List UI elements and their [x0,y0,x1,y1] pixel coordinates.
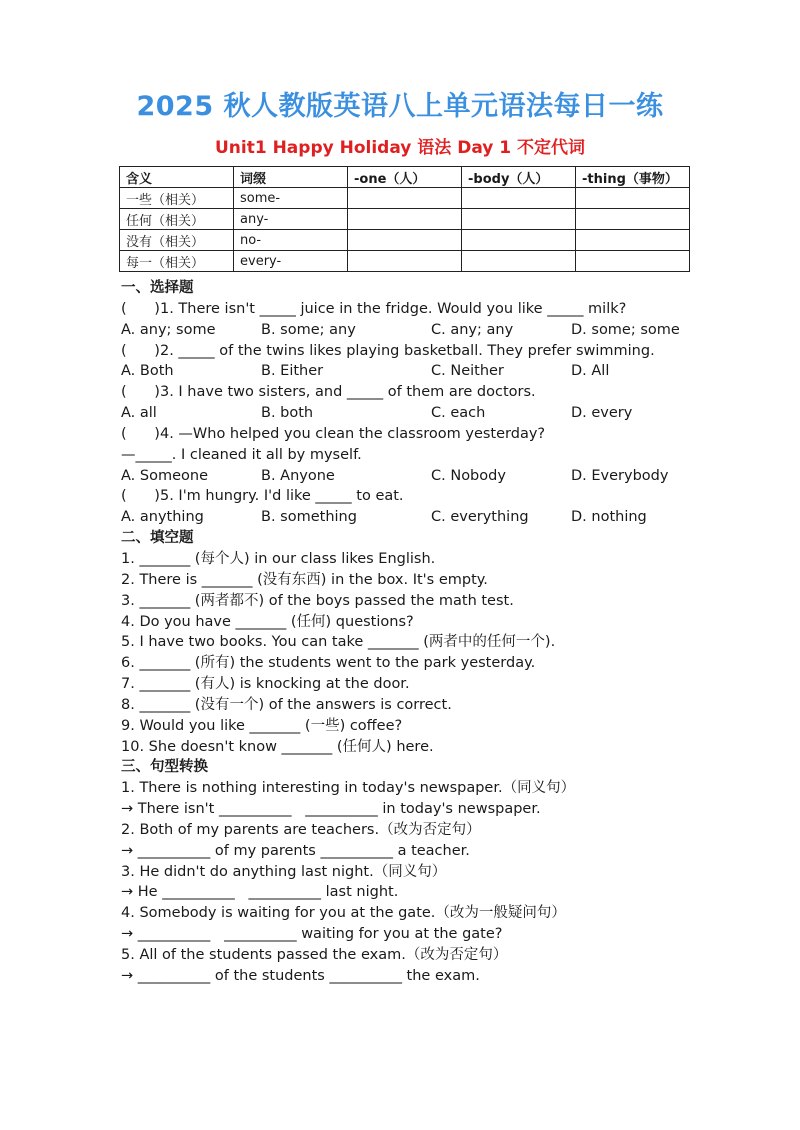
answer-options [121,507,691,528]
table-header-cell: 含义 [120,167,234,188]
fill-blank-item: 5. I have two books. You can take _______ (两者中的任何一个). [121,634,556,651]
fill-blank-item: 7. _______ (有人) is knocking at the door. [121,676,410,693]
answer-options [121,466,691,487]
answer-options [121,403,691,424]
fill-blank-item: 9. Would you like _______ (一些) coffee? [121,717,403,734]
table-row [120,230,690,251]
fill-blank-item: 4. Do you have _______ (任何) questions? [121,613,414,630]
option-b[interactable]: B. Either [261,363,324,380]
option-d[interactable]: D. every [571,405,633,422]
question-stem: ( )3. I have two sisters, and _____ of them are doctors. [121,384,536,401]
table-cell-blank[interactable] [348,188,462,209]
table-cell-blank[interactable] [348,251,462,272]
answer-options [121,361,691,382]
table-cell-blank[interactable] [348,209,462,230]
fill-blank-item: 2. There is _______ (没有东西) in the box. It's empty. [121,571,488,588]
section-heading: 二、填空题 [121,530,194,547]
indefinite-pronoun-table [119,166,690,272]
option-a[interactable]: A. any; some [121,321,216,338]
option-a[interactable]: A. all [121,405,157,422]
option-b[interactable]: B. both [261,405,314,422]
option-d[interactable]: D. nothing [571,509,647,526]
option-b[interactable]: B. something [261,509,357,526]
answer-options [121,320,691,341]
table-cell: 一些（相关） [120,188,234,209]
question-stem: ( )5. I'm hungry. I'd like _____ to eat. [121,488,404,505]
transform-answer-line: → __________ __________ waiting for you at the gate? [121,926,503,943]
transform-item: 4. Somebody is waiting for you at the gate.（改为一般疑问句） [121,905,566,922]
table-cell-blank[interactable] [576,209,690,230]
option-c[interactable]: C. everything [431,509,529,526]
option-a[interactable]: A. Someone [121,467,208,484]
option-b[interactable]: B. Anyone [261,467,335,484]
option-d[interactable]: D. some; some [571,321,680,338]
fill-blank-item: 8. _______ (没有一个) of the answers is correct. [121,696,452,713]
table-header-cell: 词缀 [234,167,348,188]
section-heading: 一、选择题 [121,280,194,296]
transform-item: 3. He didn't do anything last night.（同义句） [121,863,447,880]
table-cell-blank[interactable] [348,230,462,251]
table-cell-blank[interactable] [462,251,576,272]
transform-answer-line: → There isn't __________ __________ in today's newspaper. [121,801,541,818]
transform-answer-line: → __________ of my parents __________ a teacher. [121,842,470,859]
table-cell: some- [234,188,348,209]
table-cell-blank[interactable] [576,230,690,251]
question-stem: ( )2. _____ of the twins likes playing basketball. They prefer swimming. [121,342,655,359]
question-stem-continued: —_____. I cleaned it all by myself. [121,446,362,463]
table-header-cell: -one（人） [348,167,462,188]
transform-answer-line: → He __________ __________ last night. [121,884,399,901]
option-c[interactable]: C. Neither [431,363,504,380]
option-c[interactable]: C. Nobody [431,467,506,484]
table-cell-blank[interactable] [462,230,576,251]
table-cell-blank[interactable] [576,188,690,209]
section-heading: 三、句型转换 [121,759,208,776]
table-cell: any- [234,209,348,230]
worksheet-content [121,278,691,987]
table-cell: no- [234,230,348,251]
table-cell-blank[interactable] [462,188,576,209]
table-cell: 任何（相关） [120,209,234,230]
transform-item: 1. There is nothing interesting in today's newspaper.（同义句） [121,780,576,797]
fill-blank-item: 10. She doesn't know _______ (任何人) here. [121,738,434,755]
question-stem: ( )4. —Who helped you clean the classroom yesterday? [121,425,546,442]
table-cell: 没有（相关） [120,230,234,251]
table-row [120,251,690,272]
option-b[interactable]: B. some; any [261,321,356,338]
table-row [120,209,690,230]
option-a[interactable]: A. anything [121,509,204,526]
fill-blank-item: 6. _______ (所有) the students went to the park yesterday. [121,655,536,672]
option-d[interactable]: D. Everybody [571,467,669,484]
table-header-row [120,167,690,188]
page-subtitle: Unit1 Happy Holiday 语法 Day 1 不定代词 [214,138,586,158]
option-c[interactable]: C. each [431,405,486,422]
table-cell-blank[interactable] [462,209,576,230]
table-cell-blank[interactable] [576,251,690,272]
option-a[interactable]: A. Both [121,363,174,380]
fill-blank-item: 1. _______ (每个人) in our class likes English. [121,550,436,567]
transform-item: 2. Both of my parents are teachers.（改为否定句） [121,821,481,838]
table-header-cell: -thing（事物） [576,167,690,188]
fill-blank-item: 3. _______ (两者都不) of the boys passed the math test. [121,592,514,609]
table-header-cell: -body（人） [462,167,576,188]
table-row [120,188,690,209]
question-stem: ( )1. There isn't _____ juice in the fridge. Would you like _____ milk? [121,300,627,317]
table-cell: every- [234,251,348,272]
page-title: 2025 秋人教版英语八上单元语法每日一练 [136,91,664,122]
transform-answer-line: → __________ of the students __________ the exam. [121,967,480,984]
option-c[interactable]: C. any; any [431,321,514,338]
option-d[interactable]: D. All [571,363,610,380]
table-cell: 每一（相关） [120,251,234,272]
transform-item: 5. All of the students passed the exam.（改为否定句） [121,947,508,963]
